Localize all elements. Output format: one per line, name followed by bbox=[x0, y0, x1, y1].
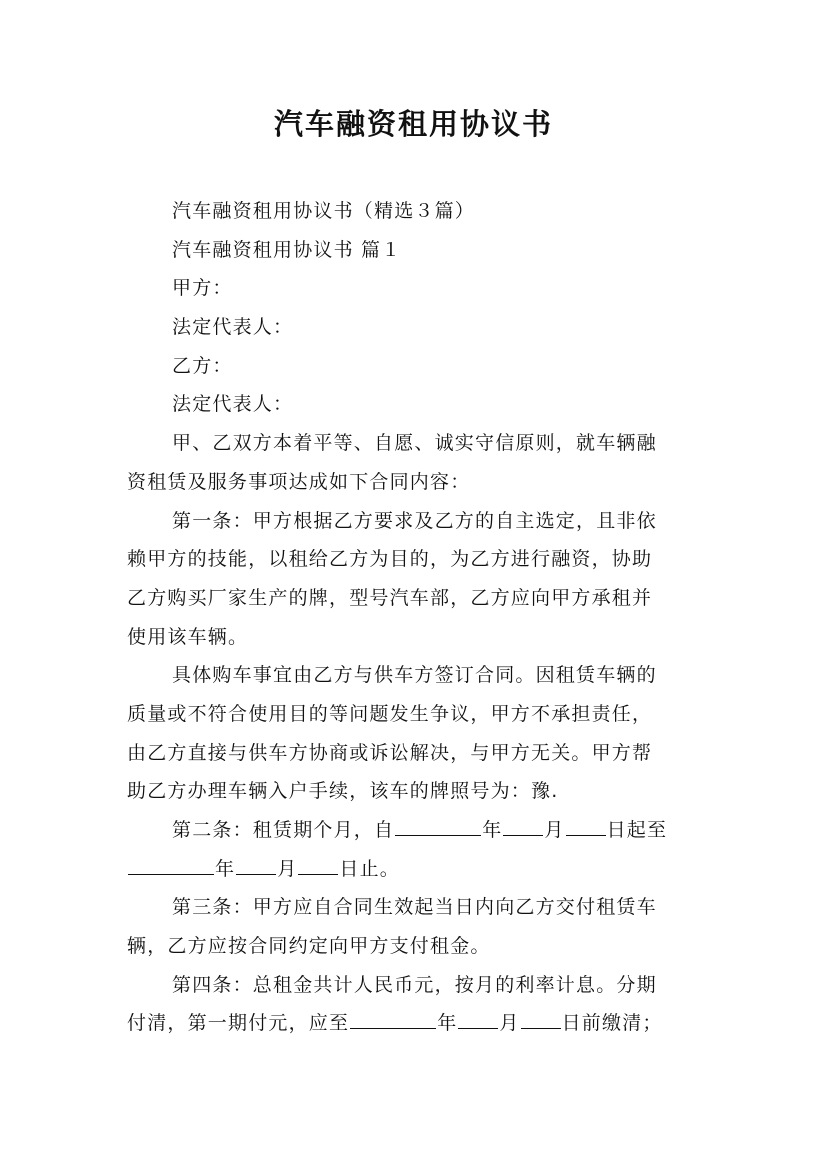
paragraph-line: 甲、乙双方本着平等、自愿、诚实守信原则，就车辆融 bbox=[172, 432, 657, 455]
line-text: 月 bbox=[277, 857, 298, 880]
paragraph-line: 具体购车事宜由乙方与供车方签订合同。因租赁车辆的 bbox=[172, 664, 657, 687]
line-text: 年 bbox=[437, 1012, 458, 1035]
paragraph-line: 汽车融资租用协议书（精选３篇） bbox=[172, 200, 476, 222]
paragraph-line: 法定代表人： bbox=[172, 393, 294, 416]
paragraph-line: 第四条：总租金共计人民币元，按月的利率计息。分期 bbox=[172, 973, 657, 996]
line-text: 日起至 bbox=[606, 819, 668, 841]
line-text: 日前缴清； bbox=[561, 1012, 663, 1035]
paragraph-line: 质量或不符合使用目的等问题发生争议，甲方不承担责任， bbox=[127, 702, 653, 725]
line-text: 付清，第一期付元，应至 bbox=[127, 1012, 350, 1035]
fill-blank[interactable] bbox=[395, 817, 481, 836]
fill-blank[interactable] bbox=[566, 817, 606, 836]
fill-blank[interactable] bbox=[350, 1010, 436, 1029]
line-text: 月 bbox=[544, 819, 565, 841]
fill-blank[interactable] bbox=[298, 856, 338, 875]
fill-blank[interactable] bbox=[521, 1010, 561, 1029]
line-text: 日止。 bbox=[339, 857, 401, 880]
line-text: 第二条：租赁期个月，自 bbox=[172, 819, 395, 841]
paragraph-line: 助乙方办理车辆入户手续，该车的牌照号为：豫. bbox=[127, 780, 559, 803]
paragraph-line: 使用该车辆。 bbox=[127, 625, 249, 648]
paragraph-line bbox=[127, 1004, 703, 1043]
paragraph-line: 乙方购买厂家生产的牌，型号汽车部，乙方应向甲方承租并 bbox=[127, 586, 653, 609]
document-title: 汽车融资租用协议书 bbox=[273, 107, 553, 141]
paragraph-line: 赖甲方的技能，以租给乙方为目的，为乙方进行融资，协助 bbox=[127, 548, 653, 571]
paragraph-line: 第三条：甲方应自合同生效起当日内向乙方交付租赁车 bbox=[172, 896, 657, 919]
paragraph-line: 甲方： bbox=[172, 277, 233, 300]
line-text: 月 bbox=[499, 1012, 520, 1035]
paragraph-line: 乙方： bbox=[172, 354, 233, 377]
paragraph-line: 资租赁及服务事项达成如下合同内容： bbox=[127, 470, 471, 493]
paragraph-line: 法定代表人： bbox=[172, 316, 294, 339]
fill-blank[interactable] bbox=[128, 856, 214, 875]
fill-blank[interactable] bbox=[236, 856, 276, 875]
paragraph-line: 第一条：甲方根据乙方要求及乙方的自主选定，且非依 bbox=[172, 509, 657, 532]
fill-blank[interactable] bbox=[458, 1010, 498, 1029]
line-text: 年 bbox=[482, 819, 503, 841]
paragraph-line bbox=[127, 811, 703, 850]
paragraph-line: 辆，乙方应按合同约定向甲方支付租金。 bbox=[127, 935, 491, 958]
line-text: 年 bbox=[215, 857, 236, 880]
fill-blank[interactable] bbox=[503, 817, 543, 836]
document-body bbox=[127, 192, 703, 1043]
paragraph-line: 由乙方直接与供车方协商或诉讼解决，与甲方无关。甲方帮 bbox=[127, 741, 653, 764]
paragraph-line: 汽车融资租用协议书 篇１ bbox=[172, 238, 402, 261]
paragraph-line bbox=[127, 850, 703, 889]
